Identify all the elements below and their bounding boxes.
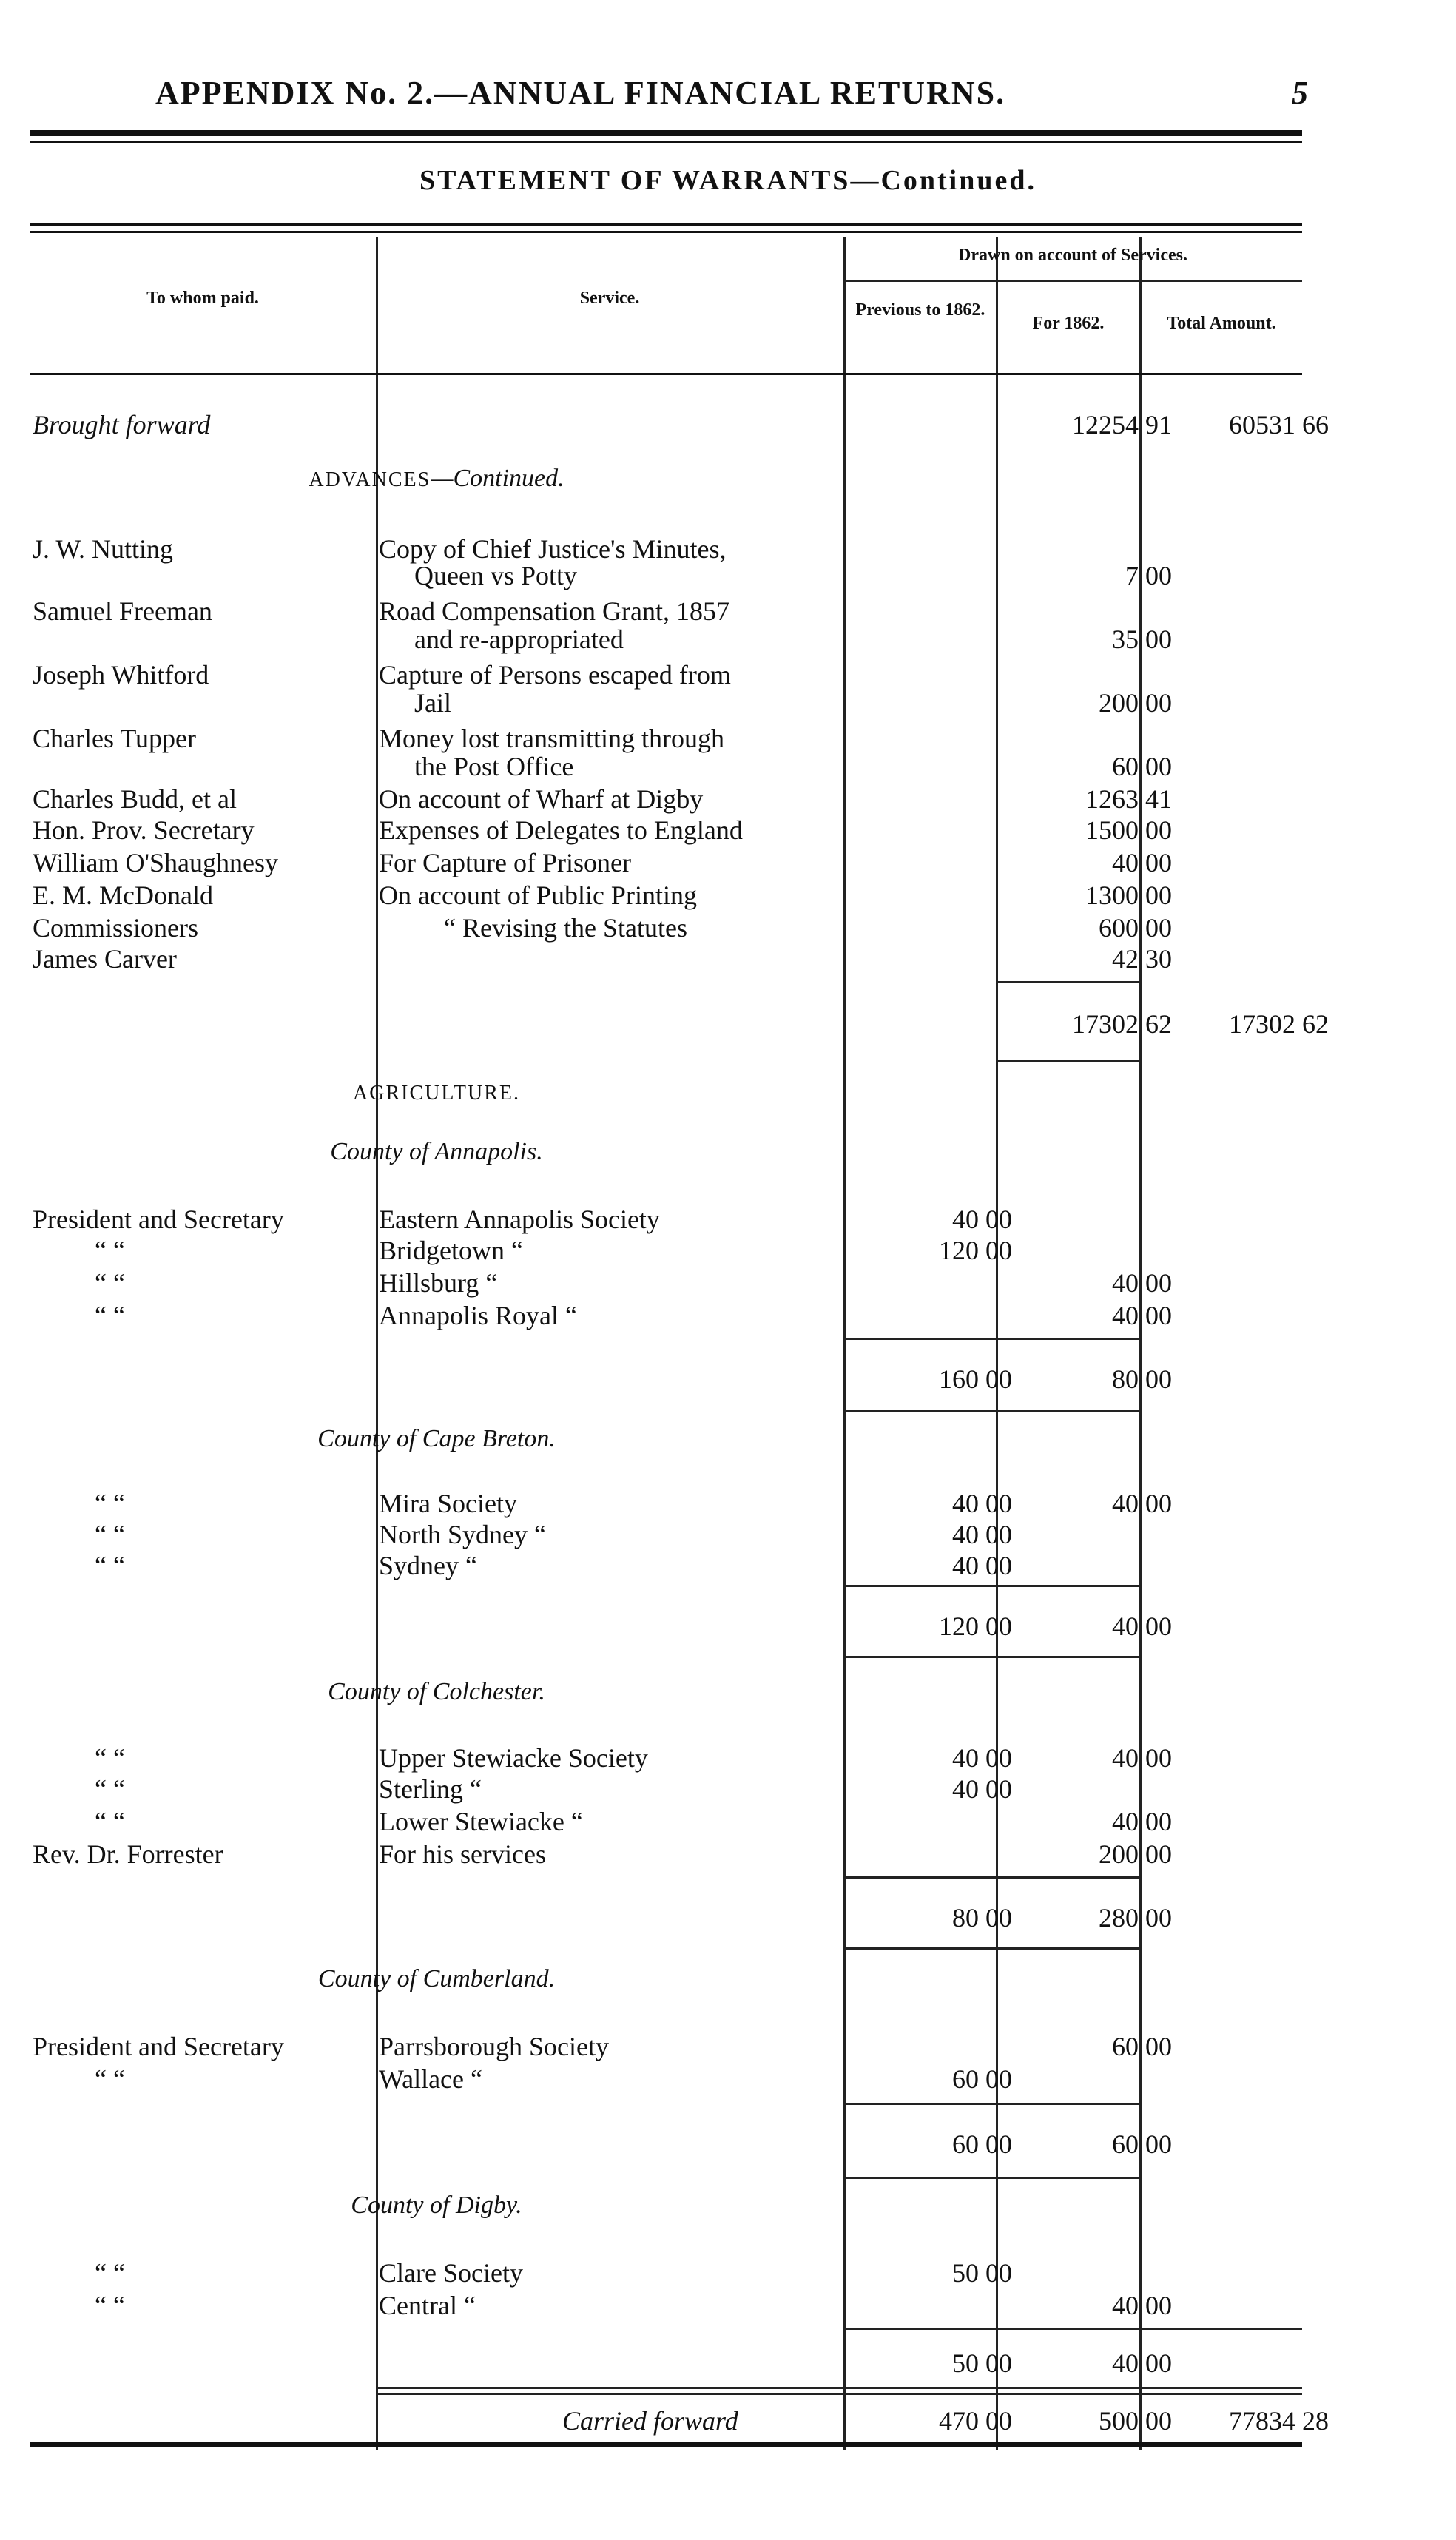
brought-forward-row <box>30 408 1329 441</box>
page-number: 5 <box>1292 75 1310 111</box>
subtotal-rule <box>996 981 1139 983</box>
agriculture-heading: AGRICULTURE. <box>353 1082 520 1105</box>
table-row: E. M. McDonald On account of Public Printing 1300 00 <box>33 880 1172 910</box>
subtotal-rule <box>843 1947 1139 1950</box>
table-row: “ “ North Sydney “ 40 00 <box>95 1520 1012 1549</box>
subtotal-rule <box>376 2387 1302 2389</box>
header-bottom-rule <box>30 373 1302 375</box>
col-header-to-whom: To whom paid. <box>146 289 259 308</box>
table-row: “ “ Central “ 40 00 <box>95 2291 1172 2320</box>
subtotal-rule <box>843 1338 1139 1340</box>
table-row: “ “ Hillsburg “ 40 00 <box>95 1268 1172 1298</box>
table-row: and re-appropriated 35 00 <box>414 624 1172 654</box>
table-row: “ “ Annapolis Royal “ 40 00 <box>95 1301 1172 1330</box>
subtotal-rule <box>376 2393 1302 2395</box>
subtotal-rule <box>843 1876 1139 1879</box>
table-row: J. W. Nutting Copy of Chief Justice's Minutes, <box>33 534 727 564</box>
county-heading: County of Digby. <box>351 2192 522 2219</box>
table-row: President and Secretary Eastern Annapolis Society 40 00 <box>33 1205 1012 1234</box>
carried-forward-label: Carried forward <box>562 2406 738 2436</box>
table-row: Queen vs Potty 7 00 <box>414 561 1172 590</box>
header-rule-thick <box>30 130 1302 136</box>
table-row: Charles Budd, et al On account of Wharf at Digby 1263 41 <box>33 784 1172 814</box>
footer-rule <box>30 2442 1302 2447</box>
col-header-for-year: For 1862. <box>1032 314 1105 333</box>
page-header <box>155 74 1310 112</box>
col-header-service: Service. <box>579 289 640 308</box>
subtotal-rule <box>843 1585 1139 1587</box>
appendix-title: APPENDIX No. 2.—ANNUAL FINANCIAL RETURNS. <box>155 75 1006 111</box>
advances-subtotal-row: 17302 62 17302 62 <box>1072 1009 1329 1039</box>
carried-forward-row: Carried forward 470 00 500 00 77834 28 <box>562 2406 1329 2436</box>
table-row: Joseph Whitford Capture of Persons escaped from <box>33 660 731 690</box>
table-row: Jail 200 00 <box>414 688 1172 718</box>
county-subtotal-row: 50 00 40 00 <box>952 2348 1172 2378</box>
table-row: Commissioners “ Revising the Statutes 600 00 <box>33 913 1172 943</box>
table-row: Hon. Prov. Secretary Expenses of Delegates to England 1500 00 <box>33 815 1172 845</box>
header-rule-thin <box>30 141 1302 143</box>
county-heading: County of Colchester. <box>328 1678 545 1705</box>
table-row: “ “ Sterling “ 40 00 <box>95 1774 1012 1804</box>
brought-forward-for-year: 12254 91 <box>1072 410 1172 439</box>
table-row: “ “ Wallace “ 60 00 <box>95 2064 1012 2094</box>
county-subtotal-row: 80 00 280 00 <box>952 1903 1172 1933</box>
header-group-rule <box>843 280 1302 282</box>
county-heading: County of Annapolis. <box>330 1138 543 1165</box>
col-header-drawn-group: Drawn on account of Services. <box>958 246 1187 265</box>
table-row: “ “ Mira Society 40 00 40 00 <box>95 1489 1172 1518</box>
subtotal-rule <box>843 2177 1139 2179</box>
subtotal-rule <box>843 2103 1139 2105</box>
county-heading: County of Cumberland. <box>317 1965 556 1992</box>
subtotal-rule <box>843 1656 1139 1658</box>
table-row: William O'Shaughnesy For Capture of Prisoner 40 00 <box>33 848 1172 877</box>
statement-subtitle: STATEMENT OF WARRANTS—Continued. <box>419 165 1037 196</box>
county-subtotal-row: 160 00 80 00 <box>939 1364 1172 1394</box>
advances-heading: ADVANCES—Continued. <box>309 465 564 492</box>
col-header-total: Total Amount. <box>1167 314 1276 333</box>
table-row: “ “ Bridgetown “ 120 00 <box>95 1236 1012 1265</box>
table-row: “ “ Upper Stewiacke Society 40 00 40 00 <box>95 1743 1172 1773</box>
table-row: Charles Tupper Money lost transmitting through <box>33 724 724 753</box>
county-subtotal-row: 120 00 40 00 <box>939 1611 1172 1641</box>
table-row: President and Secretary Parrsborough Society 60 00 <box>33 2032 1172 2061</box>
table-row: Rev. Dr. Forrester For his services 200 00 <box>33 1839 1172 1869</box>
brought-forward-total: 60531 66 <box>1229 410 1329 439</box>
col-header-previous: Previous to 1862. <box>855 300 985 320</box>
table-row: “ “ Clare Society 50 00 <box>95 2258 1012 2288</box>
subtotal-rule <box>843 2328 1302 2330</box>
table-top-rule-2 <box>30 231 1302 233</box>
table-row: James Carver 42 30 <box>33 944 1172 974</box>
table-row: the Post Office 60 00 <box>414 752 1172 781</box>
brought-forward-label: Brought forward <box>33 410 211 439</box>
county-heading: County of Cape Breton. <box>317 1425 556 1452</box>
table-row: “ “ Sydney “ 40 00 <box>95 1551 1012 1580</box>
table-row: Samuel Freeman Road Compensation Grant, 1857 <box>33 596 729 626</box>
table-row: “ “ Lower Stewiacke “ 40 00 <box>95 1807 1172 1836</box>
subtotal-rule <box>843 1410 1139 1412</box>
county-subtotal-row: 60 00 60 00 <box>952 2129 1172 2159</box>
subtotal-rule <box>996 1060 1139 1062</box>
table-top-rule-1 <box>30 223 1302 226</box>
